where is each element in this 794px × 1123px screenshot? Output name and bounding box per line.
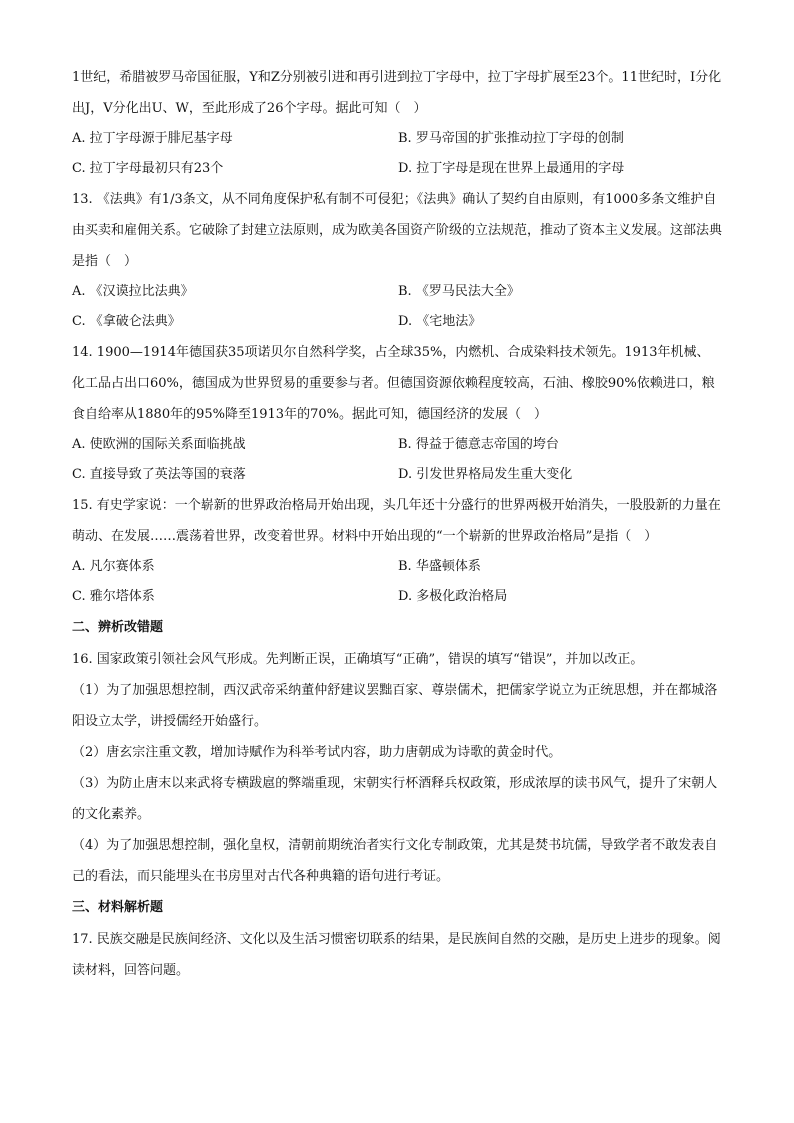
option-c: C. 《拿破仑法典》 <box>72 314 181 329</box>
option-b: B. 华盛顿体系 <box>398 559 481 574</box>
option-b: B. 《罗马民法大全》 <box>398 284 520 299</box>
option-a: A. 使欧洲的国际关系面临挑战 <box>72 437 246 452</box>
option-b: B. 得益于德意志帝国的垮台 <box>398 437 559 452</box>
question-17-stem: 17. 民族交融是民族间经济、文化以及生活习惯密切联系的结果，是民族间自然的交融，是历史上进步的现象。阅读材料，回答问题。 <box>72 932 721 978</box>
question-16-stem: 16. 国家政策引领社会风气形成。先判断正误，正确填写“正确”，错误的填写“错误”，并加以改正。 <box>72 652 644 667</box>
option-c: C. 直接导致了英法等国的衰落 <box>72 467 246 482</box>
question-12-stem: 1世纪，希腊被罗马帝国征服，Y和Z分别被引进和再引进到拉丁字母中，拉丁字母扩展至23个。11世纪时，I分化出J，V分化出U、W，至此形成了26个字母。据此可知（ ） <box>72 70 722 116</box>
option-d: D. 引发世界格局发生重大变化 <box>398 467 573 482</box>
option-a: A. 拉丁字母源于腓尼基字母 <box>72 131 233 146</box>
question-12-options <box>72 124 722 184</box>
question-15-stem: 15. 有史学家说：一个崭新的世界政治格局开始出现，头几年还十分盛行的世界两极开始消失，一股股新的力量在萌动、在发展……震荡着世界，改变着世界。材料中开始出现的“一个崭新的世界政治格局”是指（ ） <box>72 498 721 544</box>
option-a: A. 《汉谟拉比法典》 <box>72 284 194 299</box>
question-16-item-1: （1）为了加强思想控制，西汉武帝采纳董仲舒建议罢黜百家、尊崇儒术，把儒家学说立为正统思想，并在都城洛阳设立太学，讲授儒经开始盛行。 <box>72 683 718 729</box>
option-d: D. 多极化政治格局 <box>398 589 508 604</box>
question-15-options <box>72 552 722 612</box>
question-14-options <box>72 430 722 490</box>
option-c: C. 雅尔塔体系 <box>72 589 155 604</box>
question-14-stem: 14. 1900—1914年德国获35项诺贝尔自然科学奖，占全球35%，内燃机、合成染料技术领先。1913年机械、化工品占出口60%，德国成为世界贸易的重要参与者。但德国资源依赖程度较高，石油、橡胶90%依赖进口，粮食自给率从1880年的95%降至1913年的70%。据此可知，德国经济的发展（ ） <box>72 345 715 422</box>
option-c: C. 拉丁字母最初只有23个 <box>72 161 224 176</box>
option-d: D. 拉丁字母是现在世界上最通用的字母 <box>398 161 625 176</box>
question-16-item-3: （3）为防止唐末以来武将专横跋扈的弊端重现，宋朝实行杯酒释兵权政策，形成浓厚的读书风气，提升了宋朝人的文化素养。 <box>72 776 718 822</box>
option-a: A. 凡尔赛体系 <box>72 559 155 574</box>
section-heading-material: 三、材料解析题 <box>72 900 164 915</box>
question-16-item-4: （4）为了加强思想控制，强化皇权，清朝前期统治者实行文化专制政策，尤其是焚书坑儒，导致学者不敢发表自己的看法，而只能埋头在书房里对古代各种典籍的语句进行考证。 <box>72 838 718 884</box>
question-16-item-2: （2）唐玄宗注重文教，增加诗赋作为科举考试内容，助力唐朝成为诗歌的黄金时代。 <box>72 745 562 760</box>
option-d: D. 《宅地法》 <box>398 314 482 329</box>
question-13-stem: 13. 《法典》有1/3条文，从不同角度保护私有制不可侵犯；《法典》确认了契约自由原则，有1000多条文维护自由买卖和雇佣关系。它破除了封建立法原则，成为欧美各国资产阶级的立法规范，推动了资本主义发展。这部法典是指（ ） <box>72 192 723 269</box>
option-b: B. 罗马帝国的扩张推动拉丁字母的创制 <box>398 131 624 146</box>
exam-page <box>72 62 722 986</box>
section-heading-correction: 二、辨析改错题 <box>72 620 164 635</box>
question-13-options <box>72 277 722 337</box>
